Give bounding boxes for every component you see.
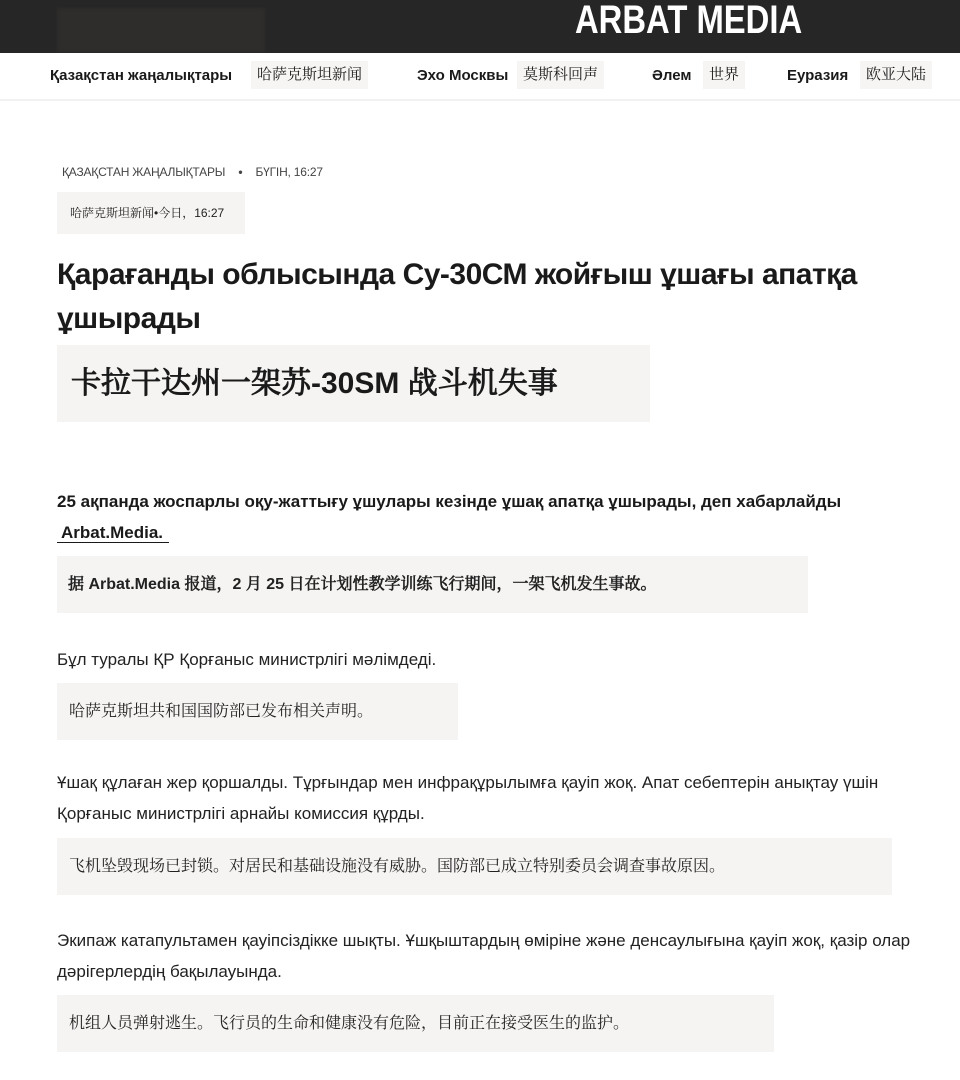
meta-separator: •	[238, 165, 243, 179]
lead-text: 25 ақпанда жоспарлы оқу-жаттығу ұшулары кезінде ұшақ апатқа ұшырады, деп хабарлайды	[57, 492, 842, 511]
article-paragraph: Ұшақ құлаған жер қоршалды. Тұрғындар мен инфрақұрылымға қауіп жоқ. Апат себептерін анықтау үшін Қорғаныс министрлігі арнайы комиссия құрды.	[57, 773, 879, 823]
source-link[interactable]: Arbat.Media.	[57, 523, 169, 543]
nav-item-world[interactable]: Әлем	[652, 67, 692, 84]
paragraph-translation: 哈萨克斯坦共和国国防部已发布相关声明。	[57, 683, 458, 740]
lead-translation: 据 Arbat.Media 报道，2 月 25 日在计划性教学训练飞行期间，一架飞机发生事故。	[57, 556, 808, 613]
nav-item-eurasia-translation: 欧亚大陆	[860, 61, 932, 89]
top-bar	[0, 0, 960, 53]
headline-translation: 卡拉干达州一架苏-30SM 战斗机失事	[57, 345, 650, 422]
nav-item-kazakhstan-news-translation: 哈萨克斯坦新闻	[251, 61, 368, 89]
paragraph-translation: 飞机坠毁现场已封锁。对居民和基础设施没有威胁。国防部已成立特别委员会调查事故原因。	[57, 838, 892, 895]
category-link[interactable]: ҚАЗАҚСТАН ЖАҢАЛЫҚТАРЫ	[62, 165, 226, 179]
nav-item-eurasia[interactable]: Еуразия	[787, 67, 849, 84]
obscured-region	[57, 8, 265, 52]
article-headline: Қарағанды облысында Су-30СМ жойғыш ұшағы апатқа ұшырады	[57, 258, 857, 335]
article-meta	[62, 165, 323, 179]
article-paragraph: Экипаж катапультамен қауіпсіздікке шықты. Ұшқыштардың өміріне және денсаулығына қауіп жоқ, қазір олар дәрігерлердің бақылауында.	[57, 931, 911, 981]
nav-item-kazakhstan-news[interactable]: Қазақстан жаңалықтары	[50, 67, 233, 84]
article-paragraph: Бұл туралы ҚР Қорғаныс министрлігі мәлімдеді.	[57, 650, 437, 669]
nav-item-echo-moscow[interactable]: Эхо Москвы	[417, 67, 509, 84]
meta-translation: 哈萨克斯坦新闻•今日，16:27	[57, 192, 245, 234]
nav-item-world-translation: 世界	[703, 61, 745, 89]
publish-date: БҮГІН, 16:27	[255, 165, 323, 179]
site-logo[interactable]: ARBAT MEDIA	[575, 0, 803, 42]
nav-item-echo-moscow-translation: 莫斯科回声	[517, 61, 604, 89]
article-lead	[57, 486, 857, 548]
paragraph-translation: 机组人员弹射逃生。飞行员的生命和健康没有危险，目前正在接受医生的监护。	[57, 995, 774, 1052]
main-nav	[0, 53, 960, 101]
